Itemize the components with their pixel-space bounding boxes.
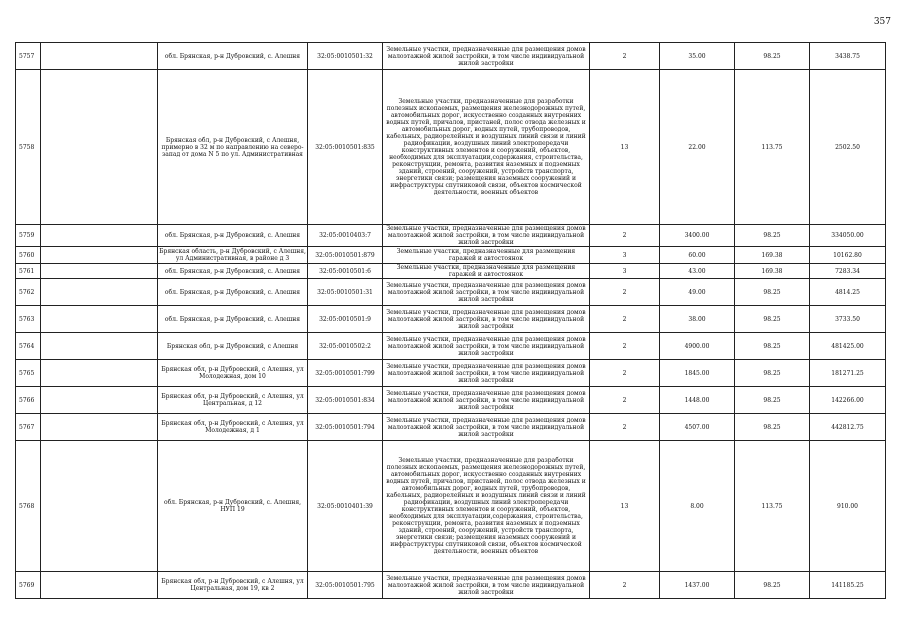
rate-cell: 169.38	[735, 247, 810, 264]
table-body	[16, 43, 886, 599]
cadastral-number-cell: 32:05:0010501:795	[308, 572, 383, 599]
rate-cell: 98.25	[735, 360, 810, 387]
cadastral-value-cell: 181271.25	[810, 360, 886, 387]
table-row	[16, 43, 886, 70]
area-cell: 43.00	[660, 264, 735, 279]
cadastral-number-cell: 32:05:0010501:799	[308, 360, 383, 387]
cadastral-value-cell: 442812.75	[810, 414, 886, 441]
cadastral-number-cell: 32:05:0010501:834	[308, 387, 383, 414]
rate-cell: 169.38	[735, 264, 810, 279]
cadastral-value-cell: 10162.80	[810, 247, 886, 264]
address-cell: Брянская обл, р-н Дубровский, с Алешня, ул Центральная, д 12	[158, 387, 308, 414]
group-cell: 2	[590, 225, 660, 247]
cadastral-value-cell: 2502.50	[810, 70, 886, 225]
empty-cell	[41, 70, 158, 225]
rate-cell: 98.25	[735, 572, 810, 599]
cadastral-number-cell: 32:05:0010501:31	[308, 279, 383, 306]
group-cell: 13	[590, 70, 660, 225]
land-use-cell: Земельные участки, предназначенные для размещения домов малоэтажной жилой застройки, в том числе индивидуальной жилой застройки	[383, 414, 590, 441]
group-cell: 2	[590, 387, 660, 414]
empty-cell	[41, 414, 158, 441]
cadastral-value-cell: 4814.25	[810, 279, 886, 306]
cadastral-value-cell: 7283.34	[810, 264, 886, 279]
address-cell: обл. Брянская, р-н Дубровский, с. Алешня, НУП 19	[158, 441, 308, 572]
rate-cell: 113.75	[735, 70, 810, 225]
address-cell: Брянская обл, р-н Дубровский, с Алешня, ул Молодежная, д 1	[158, 414, 308, 441]
empty-cell	[41, 225, 158, 247]
area-cell: 38.00	[660, 306, 735, 333]
cadastral-number-cell: 32:05:0010501:794	[308, 414, 383, 441]
row-number: 5767	[16, 414, 41, 441]
land-use-cell: Земельные участки, предназначенные для размещения домов малоэтажной жилой застройки, в том числе индивидуальной жилой застройки	[383, 43, 590, 70]
empty-cell	[41, 264, 158, 279]
cadastral-number-cell: 32:05:0010501:32	[308, 43, 383, 70]
rate-cell: 113.75	[735, 441, 810, 572]
rate-cell: 98.25	[735, 306, 810, 333]
group-cell: 2	[590, 279, 660, 306]
area-cell: 1448.00	[660, 387, 735, 414]
area-cell: 60.00	[660, 247, 735, 264]
cadastral-number-cell: 32:05:0010401:39	[308, 441, 383, 572]
empty-cell	[41, 441, 158, 572]
land-use-cell: Земельные участки, предназначенные для размещения домов малоэтажной жилой застройки, в том числе индивидуальной жилой застройки	[383, 387, 590, 414]
table-row	[16, 387, 886, 414]
land-use-cell: Земельные участки, предназначенные для размещения домов малоэтажной жилой застройки, в том числе индивидуальной жилой застройки	[383, 333, 590, 360]
area-cell: 35.00	[660, 43, 735, 70]
cadastral-value-cell: 481425.00	[810, 333, 886, 360]
rate-cell: 98.25	[735, 333, 810, 360]
area-cell: 8.00	[660, 441, 735, 572]
address-cell: Брянская область, р-н Дубровский, с Алешня, ул Административная, в районе д 3	[159, 248, 306, 262]
land-use-cell: Земельные участки, предназначенные для размещения гаражей и автостоянок	[383, 247, 590, 264]
address-cell: обл. Брянская, р-н Дубровский, с. Алешня	[158, 264, 308, 279]
address-cell: Брянская обл, р-н Дубровский, с Алешня, примерно в 32 м по направлению на северо-запад от дома N 5 по ул. Административная	[158, 70, 308, 225]
area-cell: 4900.00	[660, 333, 735, 360]
group-cell: 2	[590, 572, 660, 599]
row-number: 5768	[16, 441, 41, 572]
rate-cell: 98.25	[735, 279, 810, 306]
land-use-cell: Земельные участки, предназначенные для размещения гаражей и автостоянок	[383, 264, 590, 279]
address-cell: обл. Брянская, р-н Дубровский, с. Алешня	[158, 279, 308, 306]
empty-cell	[41, 279, 158, 306]
land-use-cell: Земельные участки, предназначенные для размещения домов малоэтажной жилой застройки, в том числе индивидуальной жилой застройки	[383, 225, 590, 247]
table-row	[16, 225, 886, 247]
row-number: 5762	[16, 279, 41, 306]
land-use-cell: Земельные участки, предназначенные для размещения домов малоэтажной жилой застройки, в том числе индивидуальной жилой застройки	[383, 306, 590, 333]
cadastral-value-cell: 141185.25	[810, 572, 886, 599]
address-cell: обл. Брянская, р-н Дубровский, с. Алешня	[158, 43, 308, 70]
group-cell: 2	[590, 360, 660, 387]
cadastral-value-cell: 334050.00	[810, 225, 886, 247]
empty-cell	[41, 306, 158, 333]
group-cell: 2	[590, 414, 660, 441]
row-number: 5760	[16, 247, 41, 264]
cadastral-number-cell: 32:05:0010403:7	[308, 225, 383, 247]
cadastral-value-cell: 3733.50	[810, 306, 886, 333]
table-row	[16, 306, 886, 333]
land-use-cell: Земельные участки, предназначенные для разработки полезных ископаемых, размещения железнодорожных путей, автомобильных дорог, искусственно созданных внутренних водных путей, причалов, пристаней, полос отвода железных и автомобильных дорог, водных путей, трубопроводов, кабельных, радиорелейных и воздушных линий связи и линий радиофикации, воздушных линий электропередачи конструктивных элементов и сооружений, объектов, необходимых для эксплуатации,содержания, строительства, реконструкции, ремонта, развития наземных и подземных зданий, строений, сооружений, устройств транспорта, энергетики связи; размещения наземных сооружений и инфраструктуры спутниковой связи, объектов космической деятельности, военных объектов	[383, 441, 590, 572]
row-number: 5758	[16, 70, 41, 225]
group-cell: 13	[590, 441, 660, 572]
rate-cell: 98.25	[735, 387, 810, 414]
land-use-cell: Земельные участки, предназначенные для размещения домов малоэтажной жилой застройки, в том числе индивидуальной жилой застройки	[383, 572, 590, 599]
table-row	[16, 264, 886, 279]
address-cell: обл. Брянская, р-н Дубровский, с. Алешня	[158, 225, 308, 247]
cadastral-value-cell: 142266.00	[810, 387, 886, 414]
area-cell: 22.00	[660, 70, 735, 225]
page-number: 357	[873, 17, 891, 27]
group-cell: 2	[590, 333, 660, 360]
address-cell: Брянская обл, р-н Дубровский, с Алешня, ул Молодежная, дом 10	[158, 360, 308, 387]
table-row	[16, 333, 886, 360]
empty-cell	[41, 572, 158, 599]
cadastral-table	[15, 42, 886, 599]
row-number: 5765	[16, 360, 41, 387]
address-cell: Брянская обл, р-н Дубровский, с Алешня, ул Центральная, дом 19, кв 2	[158, 572, 308, 599]
table-row	[16, 279, 886, 306]
rate-cell: 98.25	[735, 43, 810, 70]
address-cell: обл. Брянская, р-н Дубровский, с. Алешня	[158, 306, 308, 333]
area-cell: 3400.00	[660, 225, 735, 247]
land-use-cell: Земельные участки, предназначенные для разработки полезных ископаемых, размещения железнодорожных путей, автомобильных дорог, искусственно созданных внутренних водных путей, причалов, пристаней, полос отвода железных и автомобильных дорог, водных путей, трубопроводов, кабельных, радиорелейных и воздушных линий связи и линий радиофикации, воздушных линий электропередачи конструктивных элементов и сооружений, объектов, необходимых для эксплуатации,содержания, строительства, реконструкции, ремонта, развития наземных и подземных зданий, строений, сооружений, устройств транспорта, энергетики связи; размещения наземных сооружений и инфраструктуры спутниковой связи, объектов космической деятельности, военных объектов	[383, 70, 590, 225]
row-number: 5764	[16, 333, 41, 360]
area-cell: 4507.00	[660, 414, 735, 441]
row-number: 5761	[16, 264, 41, 279]
area-cell: 1845.00	[660, 360, 735, 387]
row-number: 5769	[16, 572, 41, 599]
cadastral-number-cell: 32:05:0010501:835	[308, 70, 383, 225]
cadastral-value-cell: 3438.75	[810, 43, 886, 70]
table-row	[16, 414, 886, 441]
table-row	[16, 360, 886, 387]
empty-cell	[41, 387, 158, 414]
group-cell: 2	[590, 306, 660, 333]
empty-cell	[41, 360, 158, 387]
row-number: 5763	[16, 306, 41, 333]
rate-cell: 98.25	[735, 414, 810, 441]
row-number: 5766	[16, 387, 41, 414]
cadastral-number-cell: 32:05:0010501:6	[308, 264, 383, 279]
empty-cell	[41, 333, 158, 360]
empty-cell	[41, 43, 158, 70]
table-row	[16, 70, 886, 225]
land-use-cell: Земельные участки, предназначенные для размещения домов малоэтажной жилой застройки, в том числе индивидуальной жилой застройки	[383, 279, 590, 306]
rate-cell: 98.25	[735, 225, 810, 247]
land-use-cell: Земельные участки, предназначенные для размещения домов малоэтажной жилой застройки, в том числе индивидуальной жилой застройки	[383, 360, 590, 387]
empty-cell	[41, 247, 158, 264]
cadastral-number-cell: 32:05:0010501:9	[308, 306, 383, 333]
area-cell: 1437.00	[660, 572, 735, 599]
row-number: 5759	[16, 225, 41, 247]
area-cell: 49.00	[660, 279, 735, 306]
table-row	[16, 247, 886, 264]
group-cell: 3	[590, 247, 660, 264]
cadastral-value-cell: 910.00	[810, 441, 886, 572]
cadastral-number-cell: 32:05:0010501:879	[308, 247, 383, 264]
table-row	[16, 441, 886, 572]
row-number: 5757	[16, 43, 41, 70]
table-row	[16, 572, 886, 599]
group-cell: 3	[590, 264, 660, 279]
group-cell: 2	[590, 43, 660, 70]
address-cell: Брянская обл, р-н Дубровский, с Алешня	[158, 333, 308, 360]
cadastral-number-cell: 32:05:0010502:2	[308, 333, 383, 360]
